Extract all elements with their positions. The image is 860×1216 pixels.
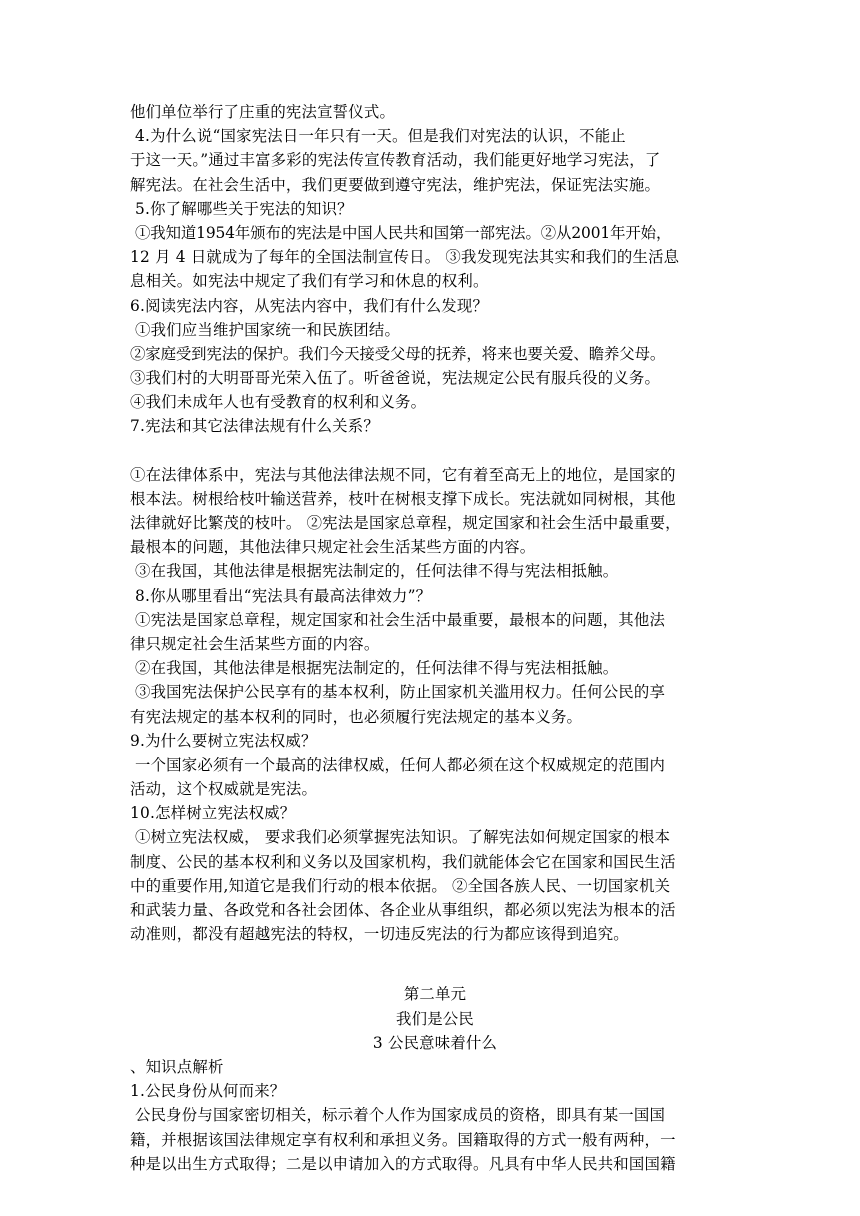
text-line: 于这一天。”通过丰富多彩的宪法传宣传教育活动，我们能更好地学习宪法，了	[130, 151, 661, 170]
text-line: 动准则，都没有超越宪法的特权，一切违反宪法的行为都应该得到追究。	[130, 925, 629, 944]
text-line: 中的重要作用,知道它是我们行动的根本依据。 ②全国各族人民、一切国家机关	[130, 876, 671, 895]
text-line: ③我们村的大明哥哥光荣入伍了。听爸爸说，宪法规定公民有服兵役的义务。	[130, 369, 661, 388]
text-line: 种是以出生方式取得；二是以申请加入的方式取得。凡具有中华人民共和国国籍	[130, 1154, 676, 1173]
text-line: 活动，这个权威就是宪法。	[130, 780, 318, 799]
blank-line	[130, 946, 740, 982]
text-line: ③在我国，其他法律是根据宪法制定的，任何法律不得与宪法相抵触。	[135, 562, 619, 581]
lesson-title: 3 公民意味着什么	[372, 1033, 498, 1052]
text-line: 最根本的问题，其他法律只规定社会生活某些方面的内容。	[130, 538, 536, 557]
section-constitution-authority	[130, 463, 740, 947]
text-line: ②在我国，其他法律是根据宪法制定的，任何法律不得与宪法相抵触。	[135, 659, 619, 678]
text-line: 和武装力量、各政党和各社会团体、各企业从事组织，都必须以宪法为根本的活	[130, 901, 676, 919]
text-line: ①我知道1954年颁布的宪法是中国人民共和国第一部宪法。②从2001年开始，	[135, 223, 672, 242]
section-constitution-day	[130, 100, 740, 439]
question-4: 4.为什么说“国家宪法日一年只有一天。但是我们对宪法的认识，不能止	[135, 127, 626, 146]
text-line: 法律就好比繁茂的枝叶。 ②宪法是国家总章程，规定国家和社会生活中最重要，	[130, 514, 681, 532]
text-line: 12 月 4 日就成为了每年的全国法制宣传日。 ③我发现宪法其实和我们的生活息	[130, 248, 680, 267]
text-line: 根本法。树根给枝叶输送营养，枝叶在树根支撑下成长。宪法就如同树根，其他	[130, 489, 676, 508]
document-page	[130, 100, 740, 1176]
text-line: ①树立宪法权威， 要求我们必须掌握宪法知识。了解宪法如何规定国家的根本	[135, 828, 671, 847]
unit-subtitle: 我们是公民	[396, 1009, 474, 1028]
text-line: ①在法律体系中，宪法与其他法律法规不同，它有着至高无上的地位，是国家的	[130, 465, 676, 484]
text-line: 有宪法规定的基本权利的同时，也必须履行宪法规定的基本义务。	[130, 707, 583, 726]
question-8: 8.你从哪里看出“宪法具有最高法律效力”？	[135, 586, 432, 605]
text-line: 籍，并根据该国法律规定享有权利和承担义务。国籍取得的方式一般有两种，一	[130, 1130, 676, 1149]
text-line: 公民身份与国家密切相关，标示着个人作为国家成员的资格，即具有某一国国	[135, 1106, 666, 1125]
question-1: 1.公民身份从何而来？	[130, 1082, 286, 1101]
text-line: ④我们未成年人也有受教育的权利和义务。	[130, 393, 427, 412]
question-6: 6.阅读宪法内容，从宪法内容中，我们有什么发现？	[130, 296, 489, 315]
unit-title: 第二单元	[403, 985, 467, 1004]
text-line: 律只规定社会生活某些方面的内容。	[130, 634, 380, 653]
question-7: 7.宪法和其它法律法规有什么关系？	[130, 417, 379, 436]
question-9: 9.为什么要树立宪法权威？	[130, 731, 317, 750]
section-citizen	[130, 1055, 740, 1176]
question-5: 5.你了解哪些关于宪法的知识？	[135, 199, 353, 218]
question-10: 10.怎样树立宪法权威？	[130, 804, 296, 823]
text-line: 解宪法。在社会生活中，我们更要做到遵守宪法，维护宪法，保证宪法实施。	[130, 175, 661, 194]
section-heading: 、知识点解析	[130, 1057, 224, 1076]
text-line: 他们单位举行了庄重的宪法宣誓仪式。	[130, 103, 396, 121]
text-line: 息相关。如宪法中规定了我们有学习和休息的权利。	[130, 272, 489, 291]
text-line: ②家庭受到宪法的保护。我们今天接受父母的抚养，将来也要关爱、瞻养父母。	[130, 344, 666, 363]
text-line: ③我国宪法保护公民享有的基本权利，防止国家机关滥用权力。任何公民的享	[135, 683, 666, 702]
unit-heading	[130, 982, 740, 1055]
text-line: 制度、公民的基本权利和义务以及国家机构，我们就能体会它在国家和国民生活	[130, 852, 676, 871]
blank-line	[130, 439, 740, 463]
text-line: ①宪法是国家总章程，规定国家和社会生活中最重要，最根本的问题，其他法	[135, 610, 666, 629]
text-line: ①我们应当维护国家统一和民族团结。	[135, 320, 401, 339]
text-line: 一个国家必须有一个最高的法律权威，任何人都必须在这个权威规定的范围内	[135, 755, 666, 774]
